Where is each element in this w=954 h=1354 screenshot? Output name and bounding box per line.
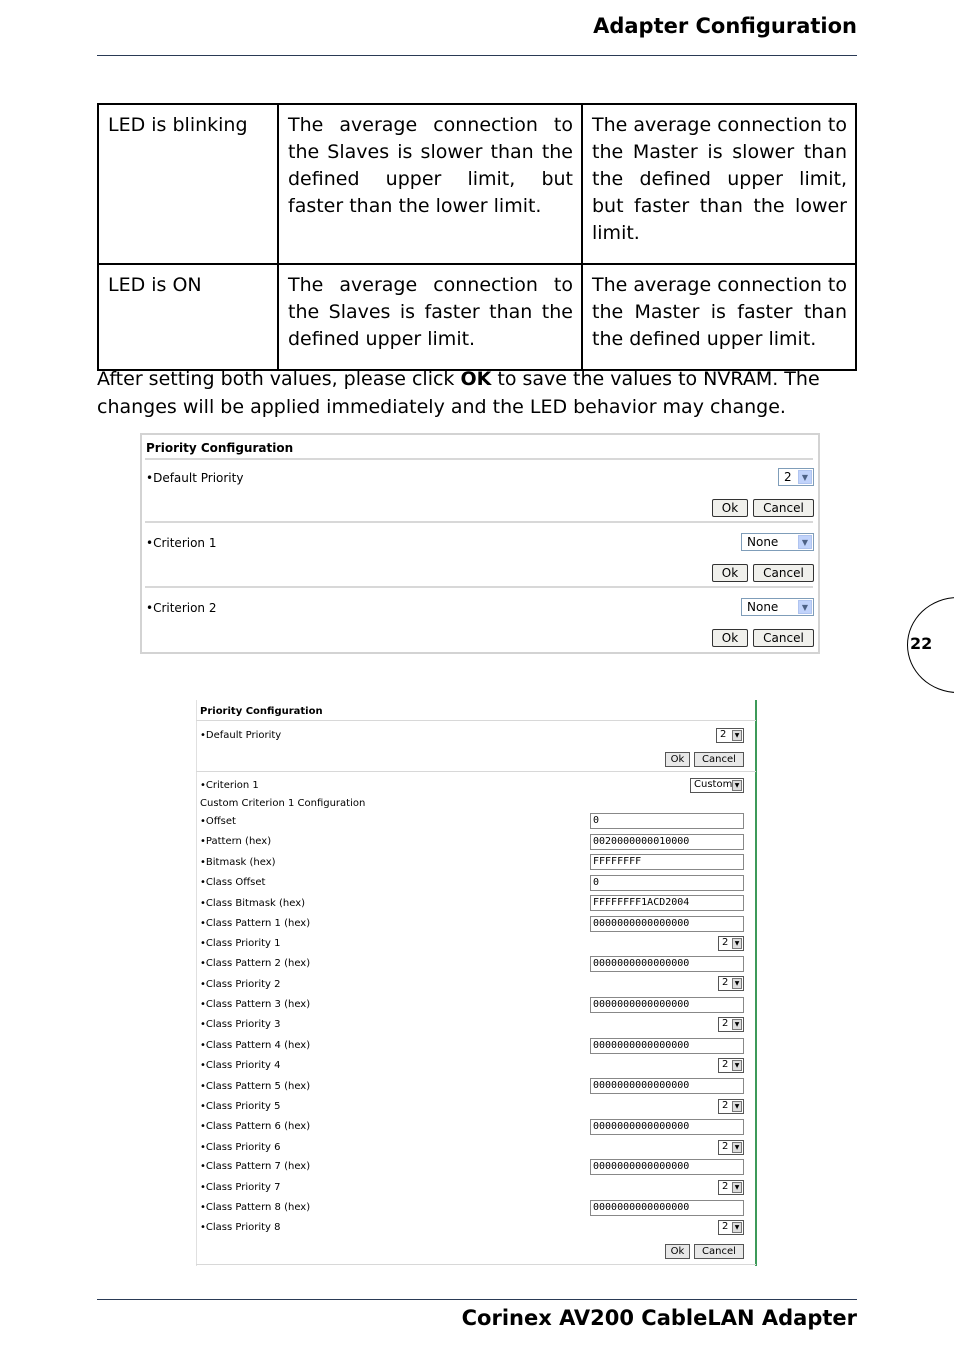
divider	[196, 720, 756, 721]
pattern-label: •Pattern (hex)	[200, 836, 272, 847]
criterion1-label: •Criterion 1	[200, 780, 259, 791]
class-priority-select[interactable]	[718, 976, 744, 991]
select-value: 2	[722, 977, 729, 988]
class-pattern-input[interactable]: 0000000000000000	[590, 997, 744, 1013]
criterion1-select[interactable]	[690, 778, 744, 793]
ok-button[interactable]: Ok	[712, 499, 748, 517]
criterion1-select[interactable]	[741, 533, 814, 551]
header-rule	[97, 55, 857, 56]
chevron-down-icon[interactable]: ▼	[732, 1060, 742, 1071]
ok-button[interactable]: Ok	[665, 752, 690, 767]
table-row	[98, 264, 856, 370]
chevron-down-icon[interactable]: ▼	[732, 1182, 742, 1193]
class-priority-label: •Class Priority 2	[200, 979, 281, 990]
table-row	[98, 104, 856, 264]
select-value: 2	[784, 470, 792, 484]
panel-right-edge	[755, 700, 757, 1266]
pattern-input[interactable]: 0020000000010000	[590, 834, 744, 850]
master-description-cell: The average connection to the Master is faster than the defined upper limit.	[582, 264, 856, 370]
class-priority-select[interactable]	[718, 1220, 744, 1235]
ok-button[interactable]: Ok	[665, 1244, 690, 1259]
select-value: None	[747, 600, 779, 614]
divider	[196, 771, 756, 772]
paragraph-text-start: After setting both values, please click	[97, 368, 461, 390]
class-pattern-input[interactable]: 0000000000000000	[590, 1038, 744, 1054]
class-offset-input[interactable]: 0	[590, 875, 744, 891]
class-priority-label: •Class Priority 1	[200, 938, 281, 949]
divider	[145, 458, 813, 460]
class-pattern-input[interactable]: 0000000000000000	[590, 956, 744, 972]
select-value: 2	[722, 1141, 729, 1152]
select-value: 2	[722, 1059, 729, 1070]
class-pattern-label: •Class Pattern 5 (hex)	[200, 1081, 311, 1092]
class-pattern-label: •Class Pattern 7 (hex)	[200, 1161, 311, 1172]
offset-label: •Offset	[200, 816, 236, 827]
paragraph-text-end: to save the values to NVRAM. The changes will be applied immediately and the LED behavior may change.	[97, 368, 820, 418]
panel-title: Priority Configuration	[146, 441, 294, 455]
bitmask-input[interactable]: FFFFFFFF	[590, 854, 744, 870]
chevron-down-icon[interactable]: ▼	[732, 1142, 742, 1153]
default-priority-label: •Default Priority	[200, 730, 282, 741]
cancel-button[interactable]: Cancel	[694, 752, 744, 767]
class-bitmask-input[interactable]: FFFFFFFF1ACD2004	[590, 895, 744, 911]
class-priority-select[interactable]	[718, 936, 744, 951]
class-pattern-input[interactable]: 0000000000000000	[590, 1078, 744, 1094]
class-priority-label: •Class Priority 4	[200, 1060, 281, 1071]
panel-title: Priority Configuration	[200, 706, 323, 717]
chevron-down-icon[interactable]: ▼	[732, 730, 742, 741]
class-bitmask-label: •Class Bitmask (hex)	[200, 898, 306, 909]
chevron-down-icon[interactable]: ▼	[732, 1019, 742, 1030]
default-priority-select[interactable]	[716, 728, 744, 743]
cancel-button[interactable]: Cancel	[753, 564, 814, 582]
cancel-button[interactable]: Cancel	[753, 629, 814, 647]
select-value: 2	[722, 1100, 729, 1111]
select-value: 2	[722, 1221, 729, 1232]
ok-button[interactable]: Ok	[712, 564, 748, 582]
select-value: 2	[722, 1181, 729, 1192]
chevron-down-icon[interactable]: ▼	[732, 780, 742, 791]
divider	[145, 521, 813, 523]
criterion2-select[interactable]	[741, 598, 814, 616]
chevron-down-icon[interactable]: ▼	[732, 938, 742, 949]
chevron-down-icon[interactable]: ▼	[732, 978, 742, 989]
priority-config-screenshot-custom	[196, 700, 756, 1266]
class-pattern-label: •Class Pattern 8 (hex)	[200, 1202, 311, 1213]
page-footer-title: Corinex AV200 CableLAN Adapter	[461, 1306, 857, 1330]
class-priority-select[interactable]	[718, 1058, 744, 1073]
criterion1-label: •Criterion 1	[146, 536, 217, 550]
page-header-title: Adapter Configuration	[593, 14, 857, 38]
led-state-cell: LED is ON	[98, 264, 278, 370]
select-value: 2	[720, 729, 727, 740]
footer-rule	[97, 1299, 857, 1300]
class-pattern-label: •Class Pattern 2 (hex)	[200, 958, 311, 969]
priority-config-screenshot-simple	[140, 433, 820, 654]
page-number: 22	[910, 634, 933, 653]
select-value: None	[747, 535, 779, 549]
cancel-button[interactable]: Cancel	[694, 1244, 744, 1259]
chevron-down-icon[interactable]: ▼	[798, 600, 812, 614]
default-priority-select[interactable]	[778, 468, 814, 486]
class-pattern-input[interactable]: 0000000000000000	[590, 1200, 744, 1216]
cancel-button[interactable]: Cancel	[753, 499, 814, 517]
chevron-down-icon[interactable]: ▼	[798, 535, 812, 549]
class-priority-label: •Class Priority 6	[200, 1142, 281, 1153]
class-priority-select[interactable]	[718, 1180, 744, 1195]
class-priority-select[interactable]	[718, 1140, 744, 1155]
class-pattern-label: •Class Pattern 6 (hex)	[200, 1121, 311, 1132]
bitmask-label: •Bitmask (hex)	[200, 857, 276, 868]
class-priority-select[interactable]	[718, 1017, 744, 1032]
criterion2-label: •Criterion 2	[146, 601, 217, 615]
class-priority-label: •Class Priority 3	[200, 1019, 281, 1030]
divider	[196, 1264, 756, 1265]
class-pattern-input[interactable]: 0000000000000000	[590, 1119, 744, 1135]
chevron-down-icon[interactable]: ▼	[798, 470, 812, 484]
class-pattern-label: •Class Pattern 4 (hex)	[200, 1040, 311, 1051]
class-pattern-input[interactable]: 0000000000000000	[590, 916, 744, 932]
paragraph-ok-emphasis: OK	[460, 368, 492, 390]
led-state-cell: LED is blinking	[98, 104, 278, 264]
custom-criterion-heading: Custom Criterion 1 Configuration	[200, 798, 366, 809]
master-description-cell: The average connection to the Master is slower than the defined upper limit, but faster than the lower limit.	[582, 104, 856, 264]
class-priority-select[interactable]	[718, 1099, 744, 1114]
class-pattern-label: •Class Pattern 1 (hex)	[200, 918, 311, 929]
ok-button[interactable]: Ok	[712, 629, 748, 647]
select-value: Custom	[694, 779, 733, 790]
led-behavior-table	[97, 103, 857, 371]
class-pattern-input[interactable]: 0000000000000000	[590, 1159, 744, 1175]
instruction-paragraph	[97, 365, 859, 421]
offset-input[interactable]: 0	[590, 813, 744, 829]
class-offset-label: •Class Offset	[200, 877, 266, 888]
select-value: 2	[722, 1018, 729, 1029]
panel-left-edge	[196, 700, 197, 1266]
default-priority-label: •Default Priority	[146, 471, 244, 485]
select-value: 2	[722, 937, 729, 948]
class-priority-label: •Class Priority 7	[200, 1182, 281, 1193]
class-priority-label: •Class Priority 5	[200, 1101, 281, 1112]
slaves-description-cell: The average connection to the Slaves is slower than the defined upper limit, but faster than the lower limit.	[278, 104, 582, 264]
divider	[145, 586, 813, 588]
class-priority-label: •Class Priority 8	[200, 1222, 281, 1233]
chevron-down-icon[interactable]: ▼	[732, 1222, 742, 1233]
class-pattern-label: •Class Pattern 3 (hex)	[200, 999, 311, 1010]
chevron-down-icon[interactable]: ▼	[732, 1101, 742, 1112]
slaves-description-cell: The average connection to the Slaves is faster than the defined upper limit.	[278, 264, 582, 370]
